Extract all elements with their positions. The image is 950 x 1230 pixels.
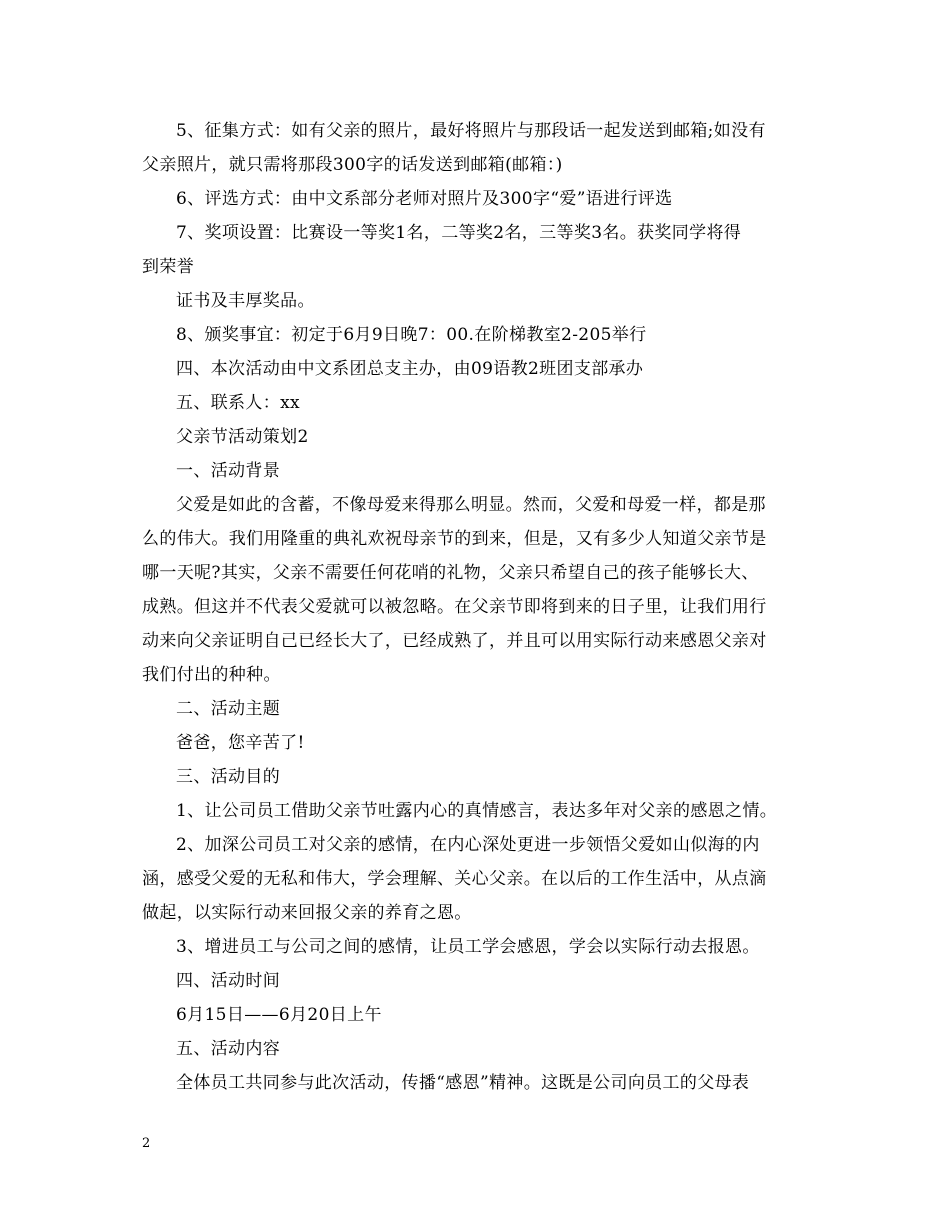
text-line: 成熟。但这并不代表父爱就可以被忽略。在父亲节即将到来的日子里，让我们用行 (142, 597, 767, 617)
text-line: 证书及丰厚奖品。 (176, 291, 315, 311)
text-line: 到荣誉 (142, 257, 195, 277)
text-line: 我们付出的种种。 (142, 665, 281, 685)
section-heading: 四、本次活动由中文系团总支主办，由09语教2班团支部承办 (176, 359, 644, 379)
text-line: 6、评选方式：由中文系部分老师对照片及300字“爱”语进行评选 (176, 189, 673, 209)
page-number: 2 (142, 1136, 151, 1151)
text-line: 爸爸，您辛苦了! (176, 733, 305, 753)
text-line: 7、奖项设置：比赛设一等奖1名，二等奖2名，三等奖3名。获奖同学将得 (176, 223, 742, 243)
text-line: 5、征集方式：如有父亲的照片，最好将照片与那段话一起发送到邮箱;如没有 (176, 121, 766, 141)
text-line: 8、颁奖事宜：初定于6月9日晚7：00.在阶梯教室2-205举行 (176, 325, 647, 345)
section-heading: 四、活动时间 (176, 971, 281, 991)
text-line: 父亲照片，就只需将那段300字的话发送到邮箱(邮箱：) (142, 155, 563, 175)
text-line: 做起，以实际行动来回报父亲的养育之恩。 (142, 903, 472, 923)
document-title: 父亲节活动策划2 (176, 427, 309, 447)
text-line: 么的伟大。我们用隆重的典礼欢祝母亲节的到来，但是，又有多少人知道父亲节是 (142, 529, 767, 549)
section-heading: 三、活动目的 (176, 767, 281, 787)
text-line: 6月15日——6月20日上午 (176, 1005, 382, 1025)
text-line: 2、加深公司员工对父亲的感情，在内心深处更进一步领悟父爱如山似海的内 (176, 835, 760, 855)
text-line: 全体员工共同参与此次活动，传播“感恩”精神。这既是公司向员工的父母表 (176, 1073, 750, 1093)
section-heading: 二、活动主题 (176, 699, 281, 719)
text-line: 父爱是如此的含蓄，不像母爱来得那么明显。然而，父爱和母爱一样，都是那 (176, 495, 766, 515)
section-heading: 五、联系人：xx (176, 393, 300, 413)
text-line: 哪一天呢?其实，父亲不需要任何花哨的礼物，父亲只希望自己的孩子能够长大、 (142, 563, 759, 583)
text-line: 动来向父亲证明自己已经长大了，已经成熟了，并且可以用实际行动来感恩父亲对 (142, 631, 767, 651)
text-line: 1、让公司员工借助父亲节吐露内心的真情感言，表达多年对父亲的感恩之情。 (176, 801, 778, 821)
section-heading: 一、活动背景 (176, 461, 281, 481)
text-line: 3、增进员工与公司之间的感情，让员工学会感恩，学会以实际行动去报恩。 (176, 937, 760, 957)
section-heading: 五、活动内容 (176, 1039, 281, 1059)
document-body (142, 114, 822, 1100)
text-line: 涵，感受父爱的无私和伟大，学会理解、关心父亲。在以后的工作生活中，从点滴 (142, 869, 767, 889)
